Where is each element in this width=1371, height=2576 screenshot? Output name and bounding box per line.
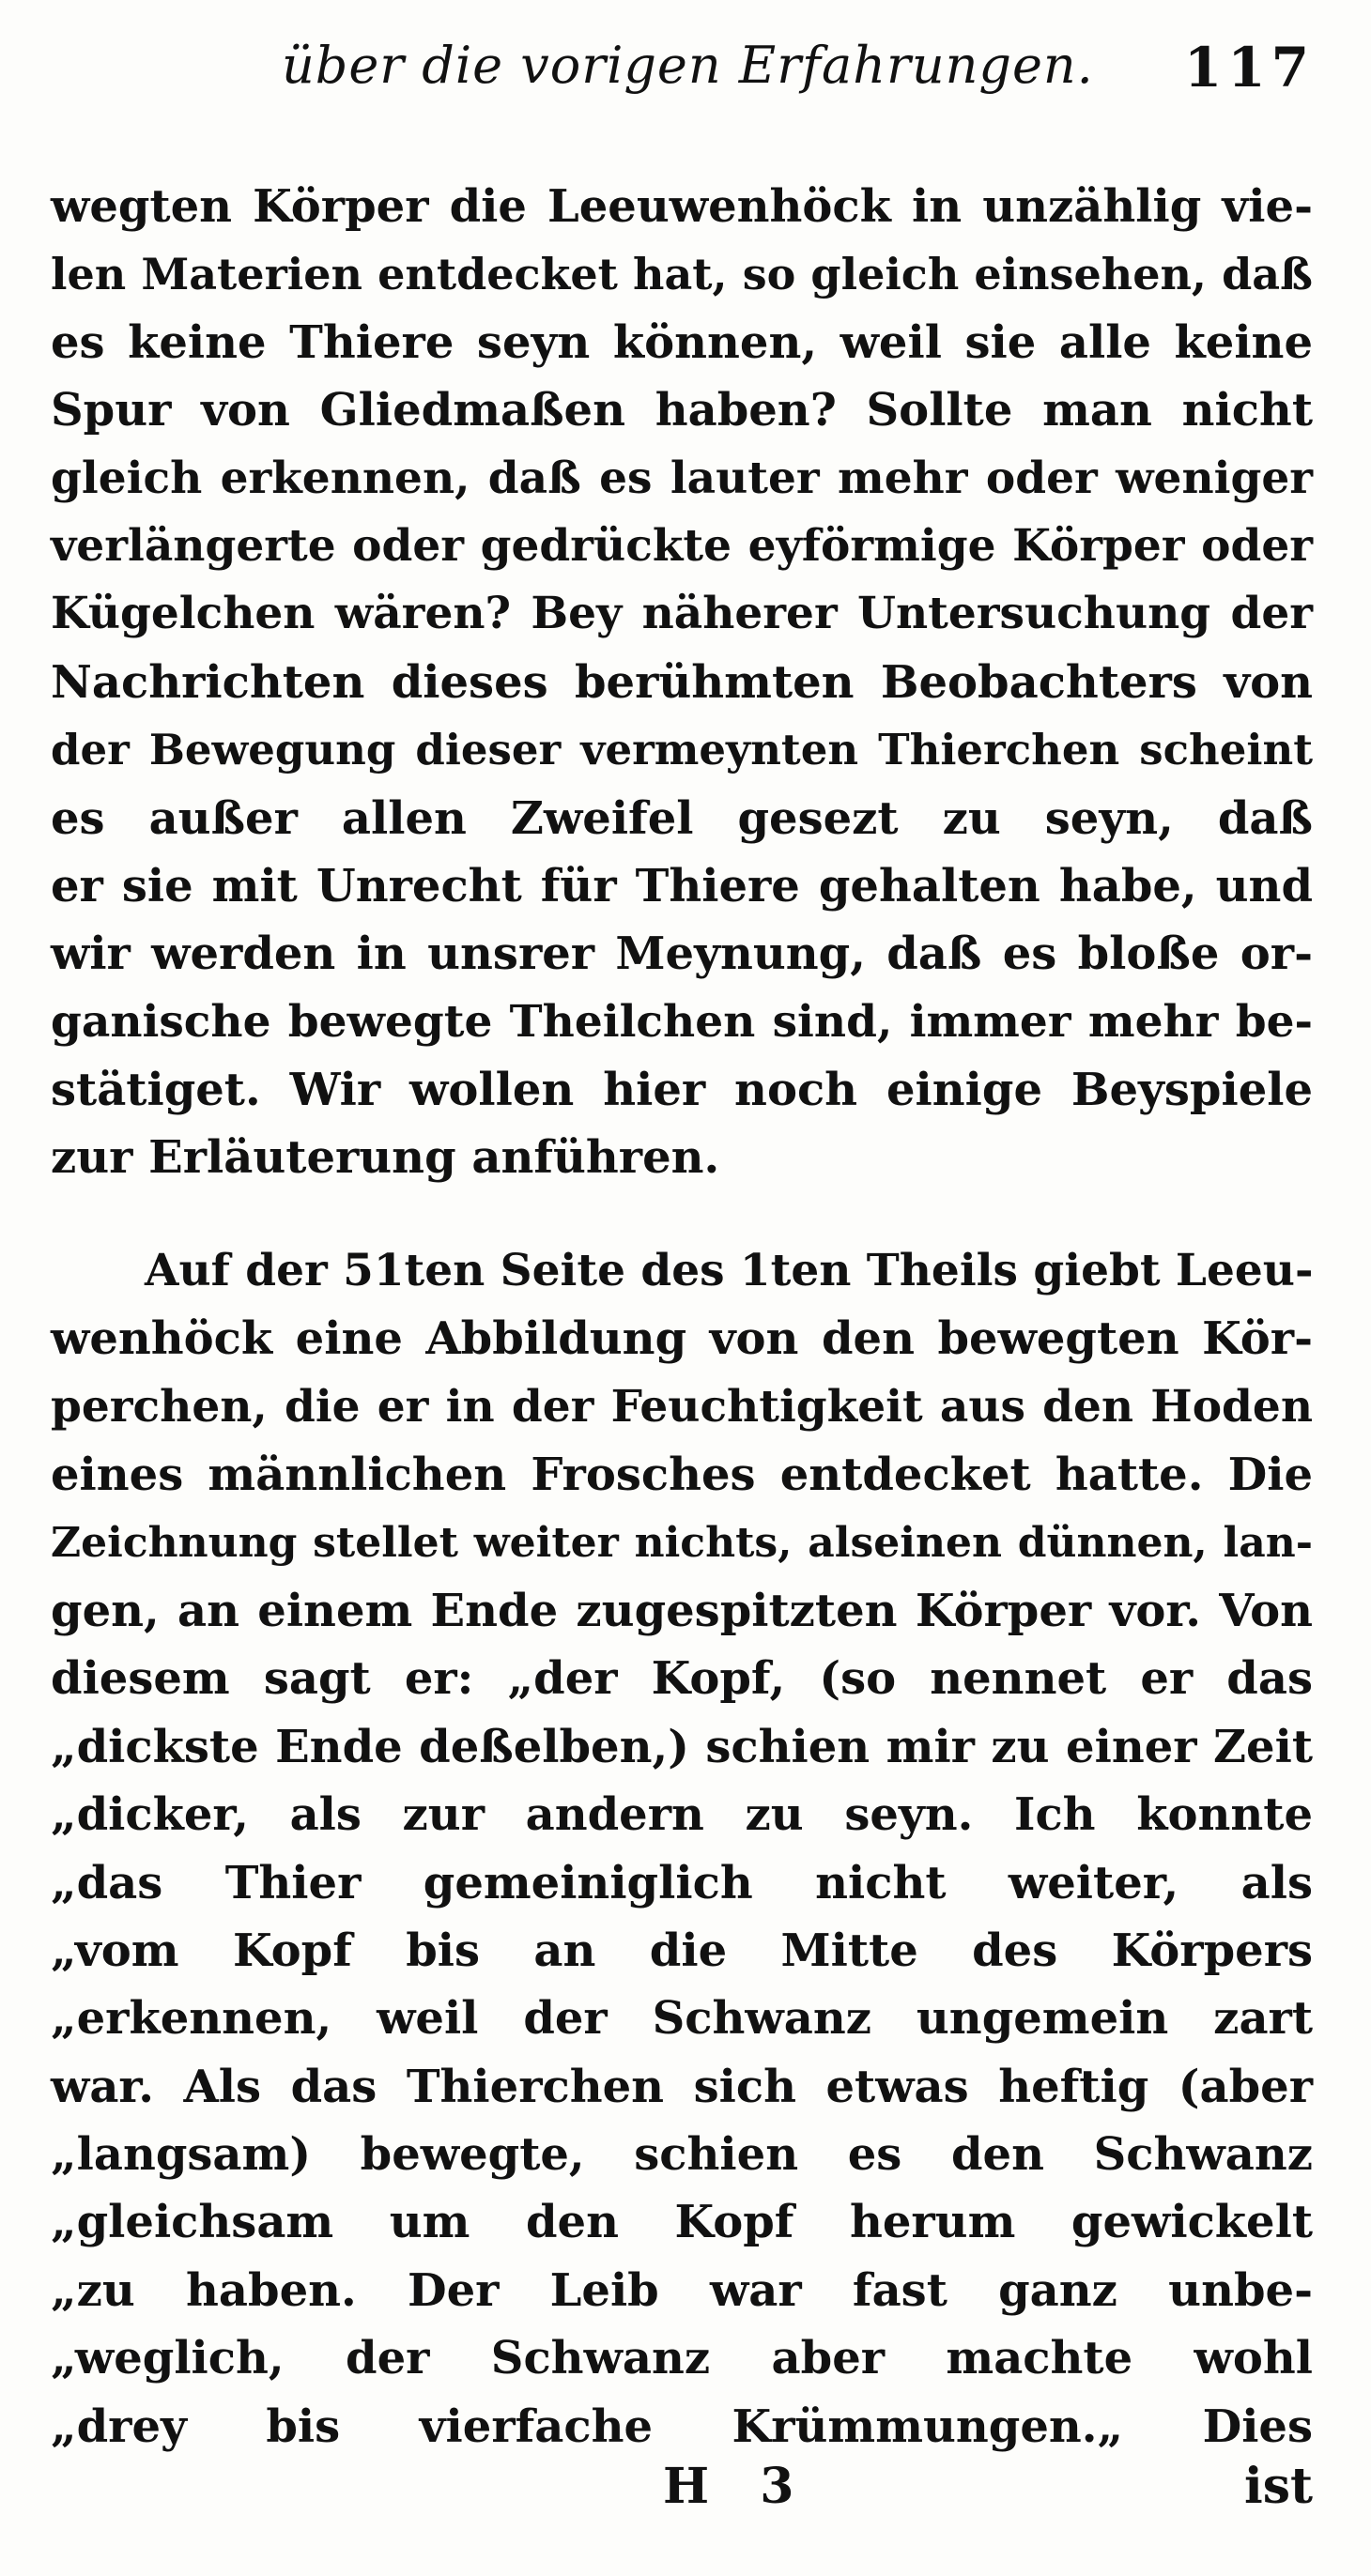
text-line: „drey bis vierfache Krümmungen.„ Dies — [51, 2400, 1313, 2453]
text-line: len Materien entdecket hat, so gleich einsehen, daß — [51, 249, 1313, 300]
text-line: es außer allen Zweifel gesezt zu seyn, daß — [51, 791, 1313, 845]
running-header — [282, 36, 1315, 111]
text-line: gleich erkennen, daß es lauter mehr oder weniger — [51, 452, 1313, 504]
text-line: perchen, die er in der Feuchtigkeit aus den Hoden — [51, 1380, 1313, 1433]
text-line: wegten Körper die Leeuwenhöck in unzählig vie- — [51, 180, 1313, 233]
paragraph-2 — [51, 1237, 1313, 2461]
text-line: „dickste Ende deßelben,) schien mir zu einer Zeit — [51, 1720, 1313, 1773]
page-footer — [0, 2458, 1371, 2533]
text-line: der Bewegung dieser vermeynten Thierchen scheint — [51, 725, 1313, 775]
signature-mark: H 3 — [663, 2458, 811, 2515]
text-line: „erkennen, weil der Schwanz ungemein zart — [51, 1992, 1313, 2046]
running-title: über die vorigen Erfahrungen. — [282, 36, 1094, 95]
text-line: „zu haben. Der Leib war fast ganz unbe- — [51, 2263, 1313, 2317]
text-line: „weglich, der Schwanz aber machte wohl — [51, 2332, 1313, 2385]
catchword: ist — [1243, 2458, 1313, 2515]
text-line: eines männlichen Frosches entdecket hatte. Die — [51, 1449, 1313, 1502]
text-line: wenhöck eine Abbildung von den bewegten Kör- — [51, 1312, 1313, 1366]
text-line: „das Thier gemeiniglich nicht weiter, als — [51, 1856, 1313, 1909]
text-line: diesem sagt er: „der Kopf, (so nennet er das — [51, 1652, 1313, 1706]
text-line: „dicker, als zur andern zu seyn. Ich konnte — [51, 1788, 1313, 1842]
text-line: stätiget. Wir wollen hier noch einige Beyspiele — [51, 1064, 1313, 1117]
text-line: Zeichnung stellet weiter nichts, alseinen dünnen, lan- — [51, 1518, 1313, 1567]
text-line: Kügelchen wären? Bey näherer Untersuchung der — [51, 588, 1313, 640]
text-line: verlängerte oder gedrückte eyförmige Körper oder — [51, 519, 1313, 572]
text-line: ganische bewegte Theilchen sind, immer mehr be- — [51, 995, 1313, 1048]
page-number: 117 — [1183, 36, 1315, 100]
text-line: Auf der 51ten Seite des 1ten Theils giebt Leeu- — [145, 1245, 1314, 1296]
text-line: „vom Kopf bis an die Mitte des Körpers — [51, 1924, 1313, 1977]
text-line: Spur von Gliedmaßen haben? Sollte man nicht — [51, 384, 1313, 437]
text-line: gen, an einem Ende zugespitzten Körper vor. Von — [51, 1584, 1313, 1637]
text-line: wir werden in unsrer Meynung, daß es bloße or- — [51, 928, 1313, 981]
text-line: er sie mit Unrecht für Thiere gehalten habe, und — [51, 859, 1313, 912]
text-line: „gleichsam um den Kopf herum gewickelt — [51, 2196, 1313, 2249]
text-line: zur Erläuterung anführen. — [51, 1131, 720, 1185]
text-line: Nachrichten dieses berühmten Beobachters von — [51, 655, 1313, 709]
paragraph-1 — [51, 173, 1313, 1192]
text-line: es keine Thiere seyn können, weil sie alle keine — [51, 315, 1313, 369]
text-line: „langsam) bewegte, schien es den Schwanz — [51, 2128, 1313, 2182]
text-line: war. Als das Thierchen sich etwas heftig (aber — [51, 2060, 1313, 2113]
